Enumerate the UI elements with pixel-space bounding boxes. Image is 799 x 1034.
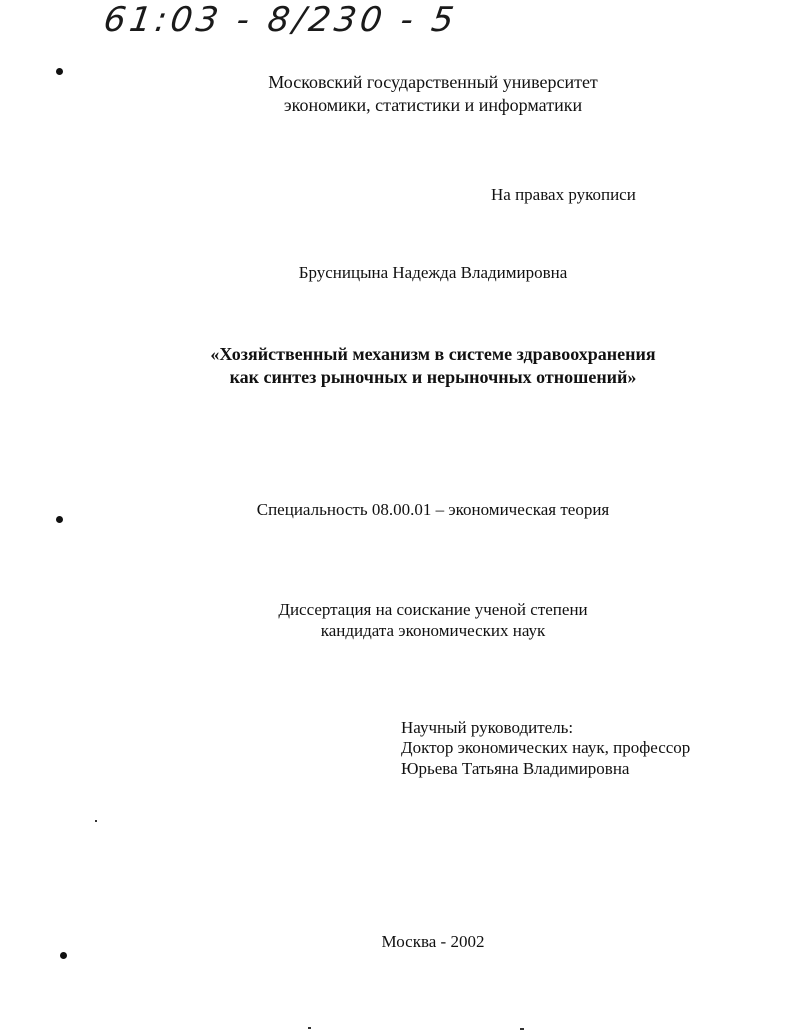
binding-hole-dot-bottom xyxy=(60,952,67,959)
university-name-line1: Московский государственный университет xyxy=(268,72,598,92)
dissertation-title-line1: «Хозяйственный механизм в системе здравоохранения xyxy=(210,344,656,364)
scan-speck xyxy=(520,1028,524,1030)
manuscript-rights: На правах рукописи xyxy=(491,185,636,204)
scan-speck xyxy=(95,820,97,822)
supervisor-name: Юрьева Татьяна Владимировна xyxy=(401,759,630,778)
supervisor-title: Доктор экономических наук, профессор xyxy=(401,738,691,757)
author-name: Брусницына Надежда Владимировна xyxy=(298,263,568,282)
handwritten-archive-code: 61:03 - 8/230 - 5 xyxy=(101,0,461,40)
dissertation-title-line2: как синтез рыночных и нерыночных отношений» xyxy=(229,367,637,387)
city-year: Москва - 2002 xyxy=(381,932,485,951)
supervisor-label: Научный руководитель: xyxy=(401,718,574,737)
degree-line2: кандидата экономических наук xyxy=(320,621,546,640)
degree-line1: Диссертация на соискание ученой степени xyxy=(278,600,588,619)
university-name-line2: экономики, статистики и информатики xyxy=(283,95,583,115)
scan-speck xyxy=(308,1027,311,1029)
specialty: Специальность 08.00.01 – экономическая теория xyxy=(256,500,610,519)
